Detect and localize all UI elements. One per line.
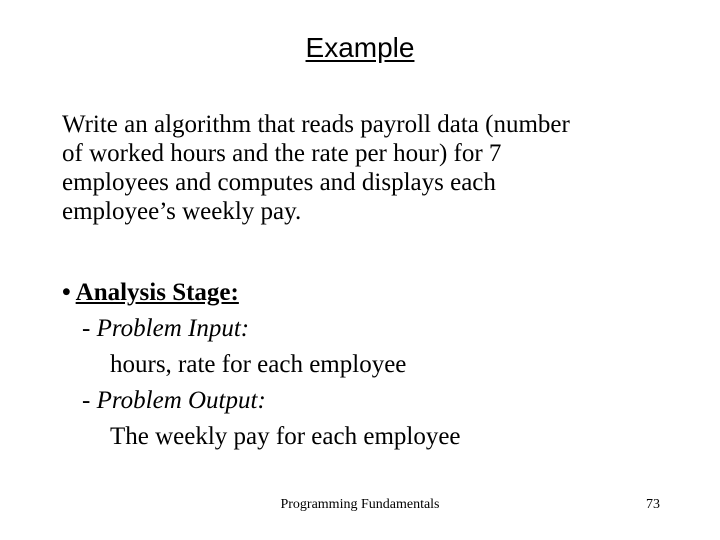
problem-statement-line: employee’s weekly pay. <box>62 198 302 225</box>
problem-output-label-line <box>62 383 682 419</box>
analysis-heading-line <box>62 275 682 311</box>
problem-statement-line: Write an algorithm that reads payroll data (number <box>62 111 570 138</box>
problem-input-label: Problem Input: <box>96 315 250 342</box>
footer-page-number: 73 <box>646 497 660 512</box>
dash-marker: - <box>82 315 97 342</box>
slide-title: Example <box>305 32 415 63</box>
problem-statement-line: employees and computes and displays each <box>62 169 496 196</box>
dash-marker: - <box>82 387 97 414</box>
problem-output-value: The weekly pay for each employee <box>110 423 461 450</box>
bullet-marker: • <box>62 279 71 306</box>
problem-statement-line: of worked hours and the rate per hour) for 7 <box>62 140 502 167</box>
analysis-heading: Analysis Stage: <box>75 279 239 306</box>
problem-input-value: hours, rate for each employee <box>110 351 407 378</box>
problem-output-label: Problem Output: <box>96 387 266 414</box>
problem-input-label-line <box>62 311 682 347</box>
footer-course-name: Programming Fundamentals <box>280 497 440 512</box>
problem-statement <box>62 110 662 226</box>
analysis-section <box>62 275 682 455</box>
